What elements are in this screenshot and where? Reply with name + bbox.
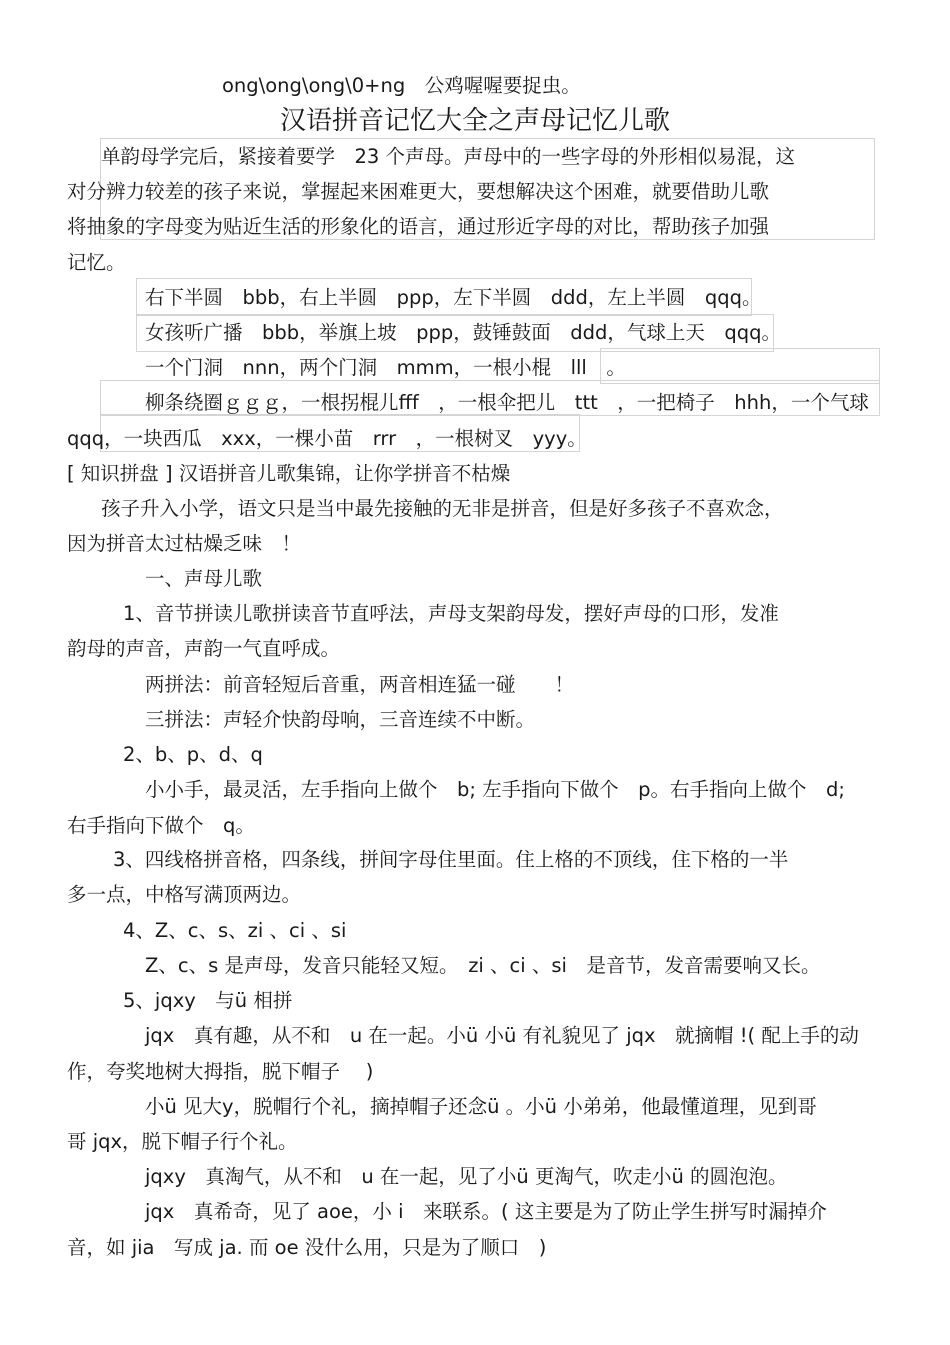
- item-2-title: 2、b、p、d、q: [123, 743, 263, 766]
- intro-line: 单韵母学完后，紧接着要学 23 个声母。声母中的一些字母的外形相似易混，这: [101, 145, 796, 168]
- rhyme-line: 一个门洞 nnn，两个门洞 mmm，一根小棍 lll 。: [145, 356, 626, 379]
- item-5-line: 哥 jqx，脱下帽子行个礼。: [67, 1130, 298, 1153]
- top-line: ong\ong\ong\0+ng 公鸡喔喔要捉虫。: [222, 74, 581, 97]
- intro-line: 记忆。: [67, 251, 126, 274]
- rhyme-line: qqq，一块西瓜 xxx，一棵小苗 rrr ，一根树叉 yyy。: [67, 427, 587, 450]
- item-5-line: 小ü 见大y，脱帽行个礼，摘掉帽子还念ü 。小ü 小弟弟，他最懂道理，见到哥: [145, 1095, 817, 1118]
- rhyme-line: 柳条绕圈ｇｇｇ，一根拐棍儿fff ，一根伞把儿 ttt ，一把椅子 hhh，一个气球: [145, 391, 869, 414]
- item-2-line: 小小手，最灵活，左手指向上做个 b; 左手指向下做个 p。右手指向上做个 d;: [145, 778, 845, 801]
- item-1-line: 1、音节拼读儿歌拼读音节直呼法，声母支架韵母发，摆好声母的口形，发准: [123, 602, 779, 625]
- item-5-line: jqx 真有趣，从不和 u 在一起。小ü 小ü 有礼貌见了 jqx 就摘帽 !( 配上手的动: [145, 1024, 859, 1047]
- item-5-line: 音，如 jia 写成 ja. 而 oe 没什么用，只是为了顺口 ): [67, 1236, 547, 1259]
- item-5-line: jqxy 真淘气，从不和 u 在一起，见了小ü 更淘气，吹走小ü 的圆泡泡。: [145, 1165, 788, 1188]
- frame-box-rhyme-3: [600, 348, 880, 384]
- item-5-line: 作，夸奖地树大拇指，脱下帽子 ): [67, 1060, 374, 1083]
- item-5-line: jqx 真希奇，见了 aoe，小 i 来联系。( 这主要是为了防止学生拼写时漏掉介: [145, 1200, 827, 1223]
- rhyme-line: 右下半圆 bbb，右上半圆 ppp，左下半圆 ddd，左上半圆 qqq。: [145, 286, 762, 309]
- item-2-line: 右手指向下做个 q。: [67, 814, 255, 837]
- section-title: 一、声母儿歌: [145, 567, 263, 590]
- paragraph-line: 因为拼音太过枯燥乏味 ！: [67, 532, 302, 555]
- paragraph-line: 孩子升入小学，语文只是当中最先接触的无非是拼音，但是好多孩子不喜欢念，: [101, 497, 784, 520]
- two-spell-method: 两拼法：前音轻短后音重，两音相连猛一碰 ！: [145, 673, 575, 696]
- page-title: 汉语拼音记忆大全之声母记忆儿歌: [279, 106, 670, 136]
- item-5-title: 5、jqxy 与ü 相拼: [123, 989, 293, 1012]
- item-3-line: 3、四线格拼音格，四条线，拼间字母住里面。住上格的不顶线，住下格的一半: [113, 848, 789, 871]
- intro-line: 对分辨力较差的孩子来说，掌握起来困难更大，要想解决这个困难，就要借助儿歌: [67, 180, 770, 203]
- item-4-title: 4、Z、c、s、zi 、ci 、si: [123, 919, 347, 942]
- intro-line: 将抽象的字母变为贴近生活的形象化的语言，通过形近字母的对比，帮助孩子加强: [67, 215, 770, 238]
- item-3-line: 多一点，中格写满顶两边。: [67, 883, 302, 906]
- three-spell-method: 三拼法：声轻介快韵母响，三音连续不中断。: [145, 708, 536, 731]
- section-heading: [ 知识拼盘 ] 汉语拼音儿歌集锦，让你学拼音不枯燥: [67, 462, 511, 485]
- item-1-line: 韵母的声音，声韵一气直呼成。: [67, 637, 341, 660]
- item-4-line: Z、c、s 是声母，发音只能轻又短。 zi 、ci 、si 是音节，发音需要响又长。: [145, 954, 821, 977]
- rhyme-line: 女孩听广播 bbb，举旗上坡 ppp，鼓锤鼓面 ddd，气球上天 qqq。: [145, 321, 782, 344]
